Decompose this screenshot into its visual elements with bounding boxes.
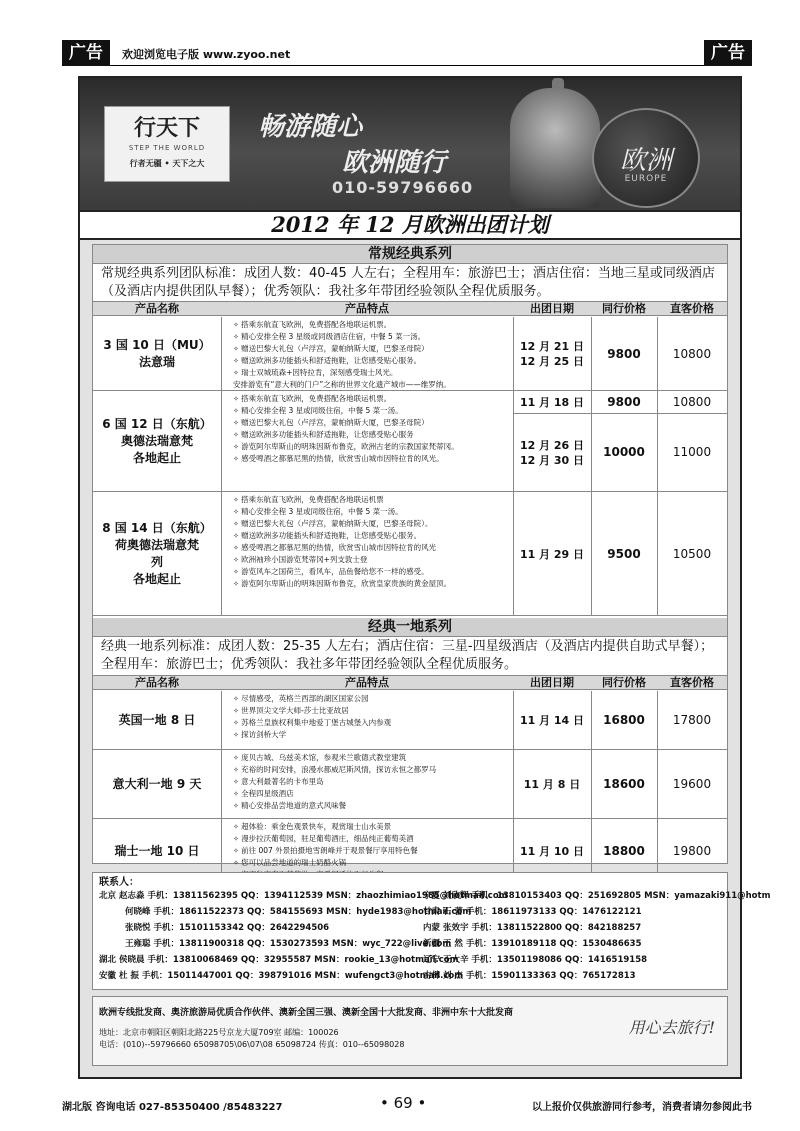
contact-entry: 内蒙 张效宇 手机：13811522800 QQ：842188257	[423, 923, 642, 933]
product-name-line: 英国一地 8 日	[118, 713, 196, 727]
contact-entry: 湖北 侯晓晨 手机：13810068469 QQ：32955587 MSN：rookie_13@hotmail.com	[99, 955, 459, 965]
contact-entry: 何晓峰 手机：18611522373 QQ：584155693 MSN：hyde1983@hotmail.com	[125, 907, 472, 917]
section-standard: 经典一地系列标准：成团人数：25-35 人左右；酒店住宿：三星-四星级酒店（及酒店内提供自助式早餐）；全程用车：旅游巴士；优秀领队：我社多年带团经验领队全程优质服务。	[101, 639, 714, 672]
column-divider	[221, 750, 222, 818]
peer-price: 9800	[607, 394, 641, 409]
page-bottom	[62, 1094, 752, 1114]
feature-item: ✧ 游览阿尔卑斯山的明珠因斯布鲁克，欧洲古老的宗教国家梵蒂冈。	[233, 441, 513, 453]
product-name-line: 6 国 12 日（东航）	[102, 417, 212, 431]
product-name-line: 3 国 10 日（MU）	[103, 338, 211, 352]
feature-item: ✧ 意大利最著名的卡布里岛	[233, 776, 513, 788]
column-peer: 同行价格	[602, 302, 646, 315]
column-date: 出团日期	[530, 676, 574, 689]
feature-item: ✧ 欧洲袖珍小国游览梵蒂冈+列支敦士登	[233, 554, 513, 566]
bottom-hotline: 湖北版 咨询电话 027-85350400 /85483227	[62, 1102, 283, 1113]
product-name-line: 列	[150, 555, 163, 569]
slogan-1: 畅游随心	[258, 112, 363, 142]
product-features	[233, 752, 513, 812]
feature-item: ✧ 苏格兰皇族权利集中地爱丁堡古城堡入内参观	[233, 717, 513, 729]
product-name	[93, 416, 221, 467]
feature-item: ✧ 搭乘东航直飞欧洲，免费搭配各地联运机票。	[233, 393, 513, 405]
column-features: 产品特点	[345, 302, 389, 315]
contacts-block	[92, 872, 771, 990]
logo-main-text: 行天下	[133, 115, 200, 141]
departure-date: 11 月 14 日	[519, 714, 585, 727]
product-name-line: 法意瑞	[138, 355, 175, 369]
seal-text: 欧洲	[619, 146, 672, 176]
footer-box	[92, 996, 728, 1066]
column-date: 出团日期	[530, 302, 574, 315]
product-name	[93, 337, 221, 371]
feature-item: ✧ 庞贝古城、乌兹美术馆，参观米兰歌德式教堂建筑	[233, 752, 513, 764]
table-row	[93, 691, 727, 750]
contacts-title: 联系人：	[99, 877, 139, 888]
peer-price: 9500	[607, 546, 641, 561]
product-name-line: 意大利一地 9 天	[112, 777, 202, 791]
peer-price: 18800	[603, 844, 645, 858]
footer-phone: 电话：(010)--59796660 65098705\06\07\08 65098724 传真：010--65098028	[99, 1040, 405, 1049]
column-divider	[221, 391, 222, 491]
product-name	[93, 520, 221, 588]
feature-item: ✧ 搭乘东航直飞欧洲，免费搭配各地联运机票	[233, 494, 513, 506]
banner	[80, 78, 740, 212]
contact-entry: 张晓悦 手机：15101153342 QQ：2642294506	[125, 923, 330, 933]
product-name-line: 奥德法瑞意梵	[120, 434, 193, 448]
departure-date: 12 月 26 日	[519, 438, 585, 452]
feature-item: ✧ 充裕的时间安排，浪漫水都威尼斯风情，探访永恒之都罗马	[233, 764, 513, 776]
table-header	[93, 675, 727, 690]
contact-entry: 辽宁 王大辛 手机：13501198086 QQ：1416519158	[423, 955, 648, 965]
bottom-disclaimer: 以上报价仅供旅游同行参考，消费者请勿参阅此书	[532, 1102, 752, 1113]
feature-note: 安排游览有“意大利的门户”之称的世界文化遗产城市——维罗纳。	[233, 380, 451, 389]
product-name-line: 瑞士一地 10 日	[114, 844, 200, 858]
contact-entry: 安徽 杜 振 手机：15011447001 QQ：398791016 MSN：wufengct3@hotmail.com	[99, 971, 464, 981]
feature-item: ✧ 赠送巴黎大礼包（卢浮宫，蒙帕纳斯大厦，巴黎圣母院）	[233, 417, 513, 429]
contact-entry: 宁夏 刘欣辉 手机：13810153403 QQ：251692805 MSN：yamazaki911@hotm	[423, 891, 771, 901]
contact-entry: 新疆 王 然 手机：13910189118 QQ：1530486635	[423, 939, 642, 949]
table-header	[93, 301, 727, 316]
seal-sub: EUROPE	[624, 174, 668, 184]
peer-price: 16800	[603, 713, 645, 727]
contact-entry: 吉林 刘 杰 手机：15901133363 QQ：765172813	[423, 971, 636, 981]
departure-dates	[513, 777, 591, 792]
departure-date: 11 月 18 日	[519, 395, 585, 409]
product-name	[93, 776, 221, 793]
table-row	[93, 750, 727, 819]
price-divider	[513, 413, 727, 414]
product-features	[233, 319, 513, 391]
feature-item: ✧ 感受啤酒之都慕尼黑的热情，欣赏雪山城市因特拉肯的风光。	[233, 453, 513, 465]
retail-price: 10500	[672, 546, 712, 561]
ad-tag-right: 广告	[704, 40, 752, 66]
signature: 用心去旅行!	[628, 1018, 715, 1037]
product-name-line: 荷奥德法瑞意梵	[114, 538, 199, 552]
section-header: 常规经典系列	[93, 245, 727, 264]
feature-item: ✧ 精心安排品尝地道的意式风味餐	[233, 800, 513, 812]
banner-phone: 010-59796660	[332, 178, 474, 197]
europe-seal	[592, 108, 700, 208]
retail-price: 19600	[672, 777, 712, 791]
feature-item: ✧ 精心安排全程 3 星级或同级酒店住宿，中餐 5 菜一汤。	[233, 331, 513, 343]
contact-entry: 北京 赵志淼 手机：13811562395 QQ：1394112539 MSN：zhaozhimiao1985@hotmail.com	[99, 891, 508, 901]
column-features: 产品特点	[345, 676, 389, 689]
column-name: 产品名称	[135, 302, 179, 315]
column-divider	[221, 691, 222, 749]
column-divider	[221, 492, 222, 615]
product-features	[233, 494, 513, 590]
column-divider	[221, 317, 222, 390]
contact-entry: 甘肃 石 蕾 手机：18611973133 QQ：1476122121	[423, 907, 642, 917]
logo-sub-text: STEP THE WORLD	[128, 144, 206, 152]
feature-item: ✧ 尽情感受，英格兰西部的湖区国家公园	[233, 693, 513, 705]
feature-item: ✧ 赠送欧洲多功能插头和舒适拖鞋，让您感受贴心服务。	[233, 355, 513, 367]
retail-price: 19800	[672, 844, 712, 858]
feature-item: ✧ 您可以品尝地道的瑞士奶酪火锅	[233, 857, 513, 869]
ad-tag-left: 广告	[62, 40, 110, 66]
feature-item: ✧ 游览风车之国荷兰，看风车，品鱼餐给您不一样的感受。	[233, 566, 513, 578]
feature-item: ✧ 漫步拉沃葡萄园，驻足葡萄酒庄，细品纯正葡萄美酒	[233, 833, 513, 845]
column-retail: 直客价格	[670, 302, 714, 315]
feature-item: ✧ 赠送欧洲多功能插头和舒适拖鞋，让您感受贴心服务	[233, 429, 513, 441]
top-bar	[62, 40, 752, 66]
departure-date: 11 月 29 日	[519, 547, 585, 561]
product-name-line: 各地起止	[132, 451, 181, 465]
feature-item: ✧ 赠送欧洲多功能插头和舒适拖鞋，让您感受贴心服务。	[233, 530, 513, 542]
feature-item: ✧ 超体验：乘金色观景快车，观赏瑞士山水美景	[233, 821, 513, 833]
ad-frame	[78, 76, 771, 1079]
departure-dates	[513, 844, 591, 859]
section-standard: 常规经典系列团队标准：成团人数：40-45 人左右；全程用车：旅游巴士；酒店住宿：当地三星或同级酒店（及酒店内提供团队早餐）；优秀领队：我社多年带团经验领队全程优质服务。	[101, 266, 715, 299]
departure-dates	[513, 713, 591, 728]
table-row	[93, 317, 727, 391]
feature-item: ✧ 全程四星级酒店	[233, 788, 513, 800]
peer-price: 9800	[607, 346, 641, 361]
logo-slogan: 行者无疆 • 天下之大	[129, 159, 205, 168]
column-retail: 直客价格	[670, 676, 714, 689]
retail-price: 10800	[672, 346, 712, 361]
table-row	[93, 492, 727, 616]
feature-item: ✧ 赠送巴黎大礼包（卢浮宫，蒙帕纳斯大厦，巴黎圣母院）	[233, 343, 513, 355]
welcome-text: 欢迎浏览电子版 www.zyoo.net	[122, 48, 291, 61]
departure-dates	[513, 438, 591, 468]
retail-price: 10800	[672, 394, 712, 409]
product-features	[233, 393, 513, 465]
warrior-helmet-icon	[510, 88, 600, 208]
footer-honors: 欧洲专线批发商、奥济旅游局优质合作伙伴、澳新全国三强、澳新全国十大批发商、非洲中东十大批发商	[99, 1008, 514, 1018]
departure-date: 11 月 8 日	[523, 778, 581, 791]
feature-item: ✧ 精心安排全程 3 星或同级住宿，中餐 5 菜一汤。	[233, 405, 513, 417]
feature-item: ✧ 世界顶尖文学大师-莎士比亚故居	[233, 705, 513, 717]
page-title: 2012 年 12 月欧洲出团计划	[80, 210, 740, 240]
section-header: 经典一地系列	[93, 618, 727, 637]
feature-item: ✧ 精心安排全程 3 星或同级住宿，中餐 5 菜一汤。	[233, 506, 513, 518]
column-name: 产品名称	[135, 676, 179, 689]
column-peer: 同行价格	[602, 676, 646, 689]
tour-table	[92, 244, 728, 867]
slogan-2: 欧洲随行	[342, 148, 447, 178]
feature-item: ✧ 瑞士双城琉森+因特拉肯，深刻感受瑞士风光。	[233, 367, 513, 379]
product-name	[93, 712, 221, 729]
contact-entry: 王雍聪 手机：13811900318 QQ：1530273593 MSN：wyc_722@live.com	[125, 939, 452, 949]
company-logo	[104, 106, 230, 182]
retail-price: 11000	[672, 445, 712, 459]
feature-item: ✧ 赠送巴黎大礼包（卢浮宫，蒙帕纳斯大厦，巴黎圣母院）。	[233, 518, 513, 530]
feature-item: ✧ 搭乘东航直飞欧洲，免费搭配各地联运机票。	[233, 319, 513, 331]
peer-price: 18600	[603, 777, 645, 791]
retail-price: 17800	[672, 713, 712, 727]
feature-item: ✧ 感受啤酒之都慕尼黑的热情，欣赏雪山城市因特拉肯的风光	[233, 542, 513, 554]
feature-item: ✧ 探访剑桥大学	[233, 729, 513, 741]
departure-dates	[513, 547, 591, 562]
product-name	[93, 843, 221, 860]
page-number: • 69 •	[380, 1094, 427, 1112]
product-name-line: 各地起止	[132, 572, 181, 586]
product-name-line: 8 国 14 日（东航）	[102, 521, 212, 535]
feature-item: ✧ 游览阿尔卑斯山的明珠因斯布鲁克，欣赏皇家贵族的黄金屋顶。	[233, 578, 513, 590]
departure-date: 12 月 30 日	[519, 453, 585, 467]
feature-item: ✧ 前往 007 外景拍摄地雪朗峰并于观景餐厅享用特色餐	[233, 845, 513, 857]
departure-dates	[513, 339, 591, 369]
product-features	[233, 693, 513, 741]
table-row	[93, 391, 727, 492]
departure-date: 12 月 21 日	[519, 340, 585, 353]
departure-date: 11 月 10 日	[519, 845, 585, 858]
footer-address: 地址：北京市朝阳区朝阳北路225号京龙大厦709室 邮编：100026	[99, 1028, 339, 1037]
peer-price: 10000	[603, 445, 645, 459]
departure-date: 12 月 25 日	[519, 355, 585, 368]
